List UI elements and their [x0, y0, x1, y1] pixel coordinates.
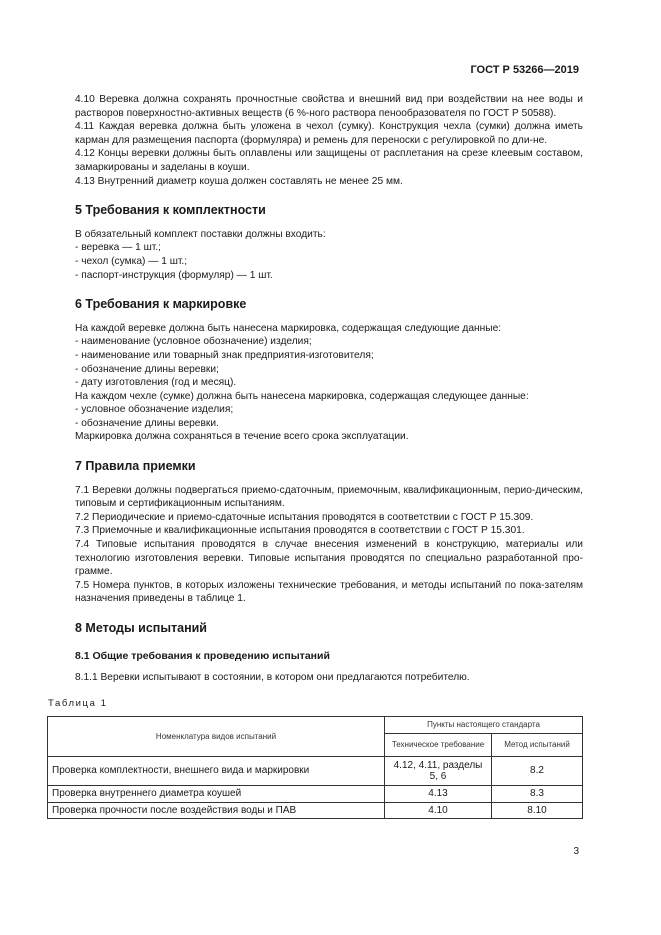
table-row — [48, 802, 583, 819]
table-cell: 8.2 — [492, 756, 583, 785]
paragraph-4-13: 4.13 Внутренний диаметр коуша должен составлять не менее 25 мм. — [75, 175, 403, 187]
section-6-body — [75, 322, 583, 444]
table-row — [48, 785, 583, 802]
section-5-intro: В обязательный комплект поставки должны входить: — [75, 228, 326, 240]
table-cell: 4.13 — [385, 785, 492, 802]
list-item: - обозначение длины веревки; — [75, 363, 219, 375]
section-6-intro-2: На каждом чехле (сумке) должна быть нанесена маркировка, содержащая следующее данные: — [75, 390, 529, 402]
paragraph-4-10: 4.10 Веревка должна сохранять прочностные свойства и внешний вид при воздействии на нее воды и растворов поверхностно-активных веществ (6 %-ного раствора пенообразователя по ГОСТ Р 50588). — [75, 94, 583, 119]
paragraph-4-11: 4.11 Каждая веревка должна быть уложена в чехол (сумку). Конструкция чехла (сумки) должна иметь карман для размещения паспорта (формуляра) и ремень для переноски с регулировкой по дли-не. — [75, 121, 583, 146]
list-item: - веревка — 1 шт.; — [75, 242, 161, 254]
table-cell: 8.3 — [492, 785, 583, 802]
list-item: - дату изготовления (год и месяц). — [75, 377, 237, 389]
paragraph-4-12: 4.12 Концы веревки должны быть оплавлены или защищены от расплетания на срезе клеевым составом, замаркированы и заделаны в коуши. — [75, 148, 583, 173]
column-header-tests: Номенклатура видов испытаний — [48, 717, 385, 757]
section-7-title: 7 Правила приемки — [75, 459, 196, 474]
paragraph-7-2: 7.2 Периодические и приемо-сдаточные испытания проводятся в соответствии с ГОСТ Р 15.309. — [75, 511, 534, 523]
subsection-8-1-title: 8.1 Общие требования к проведению испытаний — [75, 649, 330, 662]
table-header-row — [48, 717, 583, 734]
column-header-requirement: Техническое требование — [385, 733, 492, 756]
table-row — [48, 756, 583, 785]
document-header: ГОСТ Р 53266—2019 — [470, 64, 579, 76]
page-content — [48, 93, 583, 819]
paragraph-7-1: 7.1 Веревки должны подвергаться приемо-сдаточным, приемочным, квалификационным, перио-дическим, типовым и сертификационным испытаниям. — [75, 484, 583, 510]
paragraph-7-5: 7.5 Номера пунктов, в которых изложены технические требования, и методы испытаний по пока-зателям назначения приведены в таблице 1. — [75, 579, 583, 605]
section-6-intro: На каждой веревке должна быть нанесена маркировка, содержащая следующие данные: — [75, 322, 502, 334]
list-item: - паспорт-инструкция (формуляр) — 1 шт. — [75, 269, 273, 281]
table-caption: Таблица 1 — [48, 697, 108, 709]
list-item: - наименование (условное обозначение) изделия; — [75, 336, 312, 348]
list-item: - чехол (сумка) — 1 шт.; — [75, 255, 188, 267]
table-cell: Проверка комплектности, внешнего вида и маркировки — [48, 756, 385, 785]
table-cell: 8.10 — [492, 802, 583, 819]
section-8-title: 8 Методы испытаний — [75, 621, 207, 635]
list-item: - обозначение длины веревки. — [75, 417, 219, 429]
section-6-title: 6 Требования к маркировке — [75, 297, 247, 312]
section-5-title: 5 Требования к комплектности — [75, 203, 266, 218]
paragraph-7-3: 7.3 Приемочные и квалификационные испытания проводятся в соответствии с ГОСТ Р 15.301. — [75, 525, 525, 537]
list-item: - условное обозначение изделия; — [75, 404, 234, 416]
table-cell: 4.12, 4.11, разделы 5, 6 — [385, 756, 492, 785]
table-cell: Проверка прочности после воздействия воды и ПАВ — [48, 802, 385, 819]
column-group-header: Пункты настоящего стандарта — [385, 717, 583, 734]
section-6-outro: Маркировка должна сохраняться в течение всего срока эксплуатации. — [75, 431, 409, 443]
paragraph-8-1-1: 8.1.1 Веревки испытывают в состоянии, в котором они предлагаются потребителю. — [75, 672, 470, 684]
table-cell: 4.10 — [385, 802, 492, 819]
column-header-method: Метод испытаний — [492, 733, 583, 756]
list-item: - наименование или товарный знак предприятия-изготовителя; — [75, 349, 374, 361]
paragraph-7-4: 7.4 Типовые испытания проводятся в случае внесения изменений в конструкцию, материалы или технологию изготовления веревки. Типовые испытания проводятся по специально разработанной про-грамме. — [75, 539, 583, 578]
section-5-body — [75, 228, 583, 282]
page-number: 3 — [573, 846, 579, 857]
table-cell: Проверка внутреннего диаметра коушей — [48, 785, 385, 802]
tests-table — [47, 716, 583, 819]
